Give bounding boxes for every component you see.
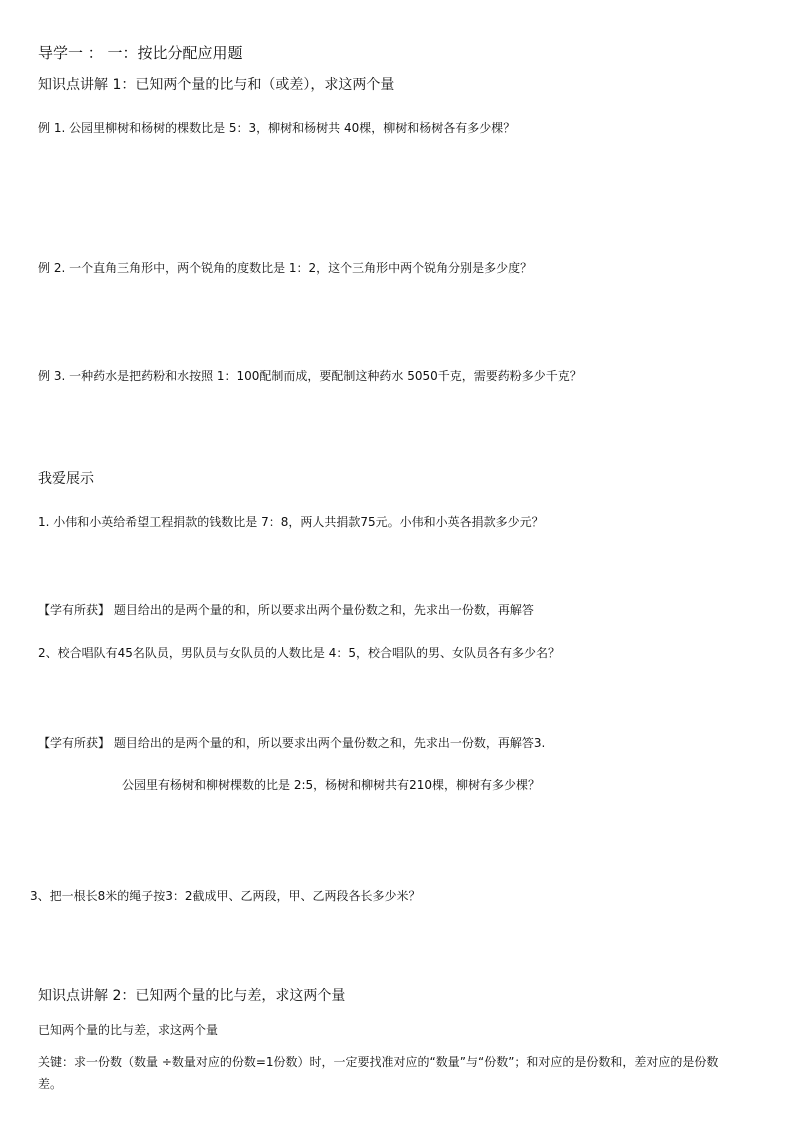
knowledge-point-2-subtitle: 已知两个量的比与差，求这两个量	[38, 1023, 219, 1037]
example-3: 例 3. 一种药水是把药粉和水按照 1：100配制而成，要配制这种药水 5050千克，需要药粉多少千克？	[38, 369, 582, 383]
page-title: 导学一 ： 一：按比分配应用题	[38, 44, 243, 62]
example-1: 例 1. 公园里柳树和杨树的棵数比是 5：3，柳树和杨树共 40棵，柳树和杨树各有多少棵？	[38, 121, 516, 135]
show-heading: 我爱展示	[38, 471, 94, 487]
gain-note-2: 【学有所获】 题目给出的是两个量的和，所以要求出两个量份数之和，先求出一份数，再解答3.	[38, 736, 546, 750]
knowledge-point-1: 知识点讲解 1：已知两个量的比与和（或差），求这两个量	[38, 77, 395, 93]
practice-question-3: 公园里有杨树和柳树棵数的比是 2:5，杨树和柳树共有210棵，柳树有多少棵？	[122, 778, 541, 792]
example-2: 例 2. 一个直角三角形中，两个锐角的度数比是 1：2，这个三角形中两个锐角分别是多少度？	[38, 261, 533, 275]
gain-note-1: 【学有所获】 题目给出的是两个量的和，所以要求出两个量份数之和，先求出一份数，再解答	[38, 603, 534, 617]
knowledge-point-2: 知识点讲解 2：已知两个量的比与差，求这两个量	[38, 988, 346, 1004]
key-note: 关键：求一份数（数量 ÷数量对应的份数=1份数）时，一定要找准对应的“数量”与“份数”；和对应的是份数和，差对应的是份数差。	[38, 1055, 719, 1091]
practice-question-1: 1. 小伟和小英给希望工程捐款的钱数比是 7：8，两人共捐款75元。小伟和小英各捐款多少元？	[38, 515, 544, 529]
practice-question-2: 2、校合唱队有45名队员，男队员与女队员的人数比是 4：5，校合唱队的男、女队员各有多少名？	[38, 646, 560, 660]
practice-question-4: 3、把一根长8米的绳子按3：2截成甲、乙两段，甲、乙两段各长多少米？	[30, 889, 421, 903]
